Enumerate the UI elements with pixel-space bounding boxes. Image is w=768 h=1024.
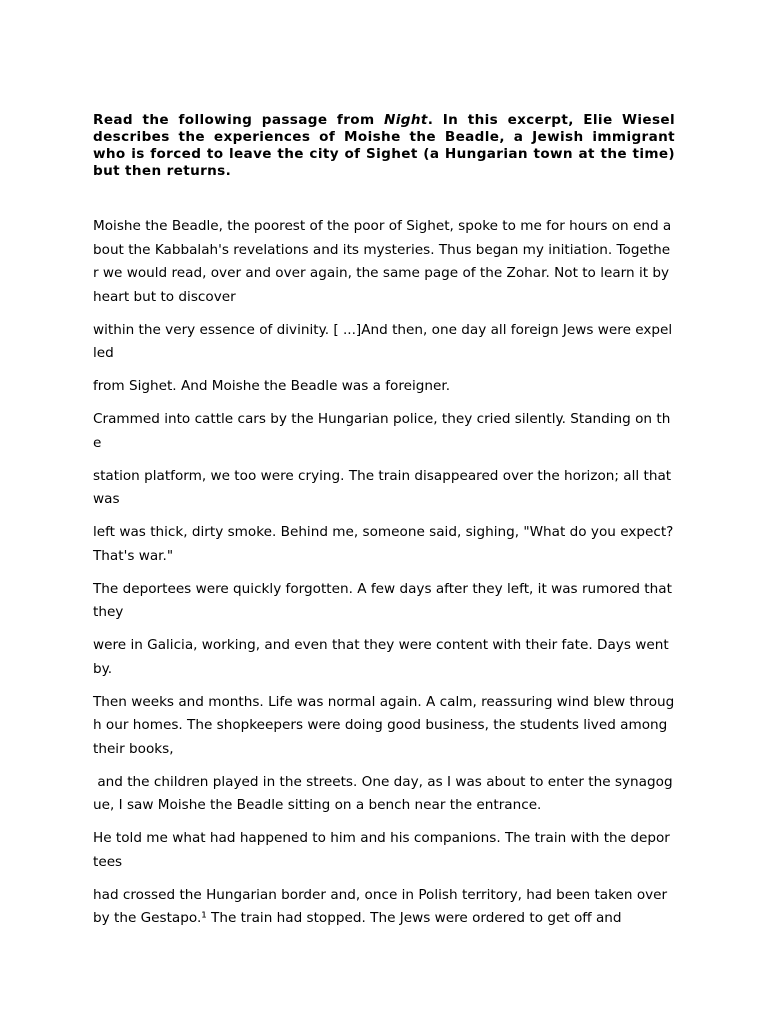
passage-paragraph: left was thick, dirty smoke. Behind me, someone said, sighing, "What do you expect? That's war." — [93, 524, 678, 564]
intro-instructions — [93, 112, 675, 180]
passage-paragraph: were in Galicia, working, and even that they were content with their fate. Days went by. — [93, 637, 674, 677]
passage-paragraph: had crossed the Hungarian border and, once in Polish territory, had been taken over by the Gestapo.¹ The train had stopped. The Jews were ordered to get off and — [93, 886, 672, 926]
passage-paragraph: Moishe the Beadle, the poorest of the poor of Sighet, spoke to me for hours on end about the Kabbalah's revelations and its mysteries. Thus began my initiation. Together we would read, over and over again, the same page of the Zohar. Not to learn it by heart but to discover — [93, 218, 674, 305]
passage-paragraph: and the children played in the streets. One day, as I was about to enter the synagogue, I saw Moishe the Beadle sitting on a bench near the entrance. — [93, 773, 673, 813]
passage-paragraph: from Sighet. And Moishe the Beadle was a foreigner. — [93, 378, 451, 394]
passage-paragraph: within the very essence of divinity. [ ...]And then, one day all foreign Jews were expelled — [93, 321, 673, 361]
passage-paragraph: station platform, we too were crying. The train disappeared over the horizon; all that was — [93, 467, 676, 507]
passage-paragraph: He told me what had happened to him and his companions. The train with the deportees — [93, 830, 670, 870]
passage-paragraph: Crammed into cattle cars by the Hungarian police, they cried silently. Standing on the — [93, 411, 671, 451]
passage-paragraph: Then weeks and months. Life was normal again. A calm, reassuring wind blew through our homes. The shopkeepers were doing good business, the students lived among their books, — [93, 693, 675, 757]
intro-lead: Read the following passage from — [93, 112, 384, 128]
book-title: Night — [384, 112, 428, 128]
passage-excerpt — [93, 215, 678, 931]
intro-rest: . In this excerpt, Elie Wiesel describes the experiences of Moishe the Beadle, a Jewish immigrant who is forced to leave the city of Sighet (a Hungarian town at the time) but then returns. — [93, 112, 675, 179]
passage-paragraph: The deportees were quickly forgotten. A few days after they left, it was rumored that they — [93, 580, 677, 620]
document-page — [93, 112, 678, 940]
